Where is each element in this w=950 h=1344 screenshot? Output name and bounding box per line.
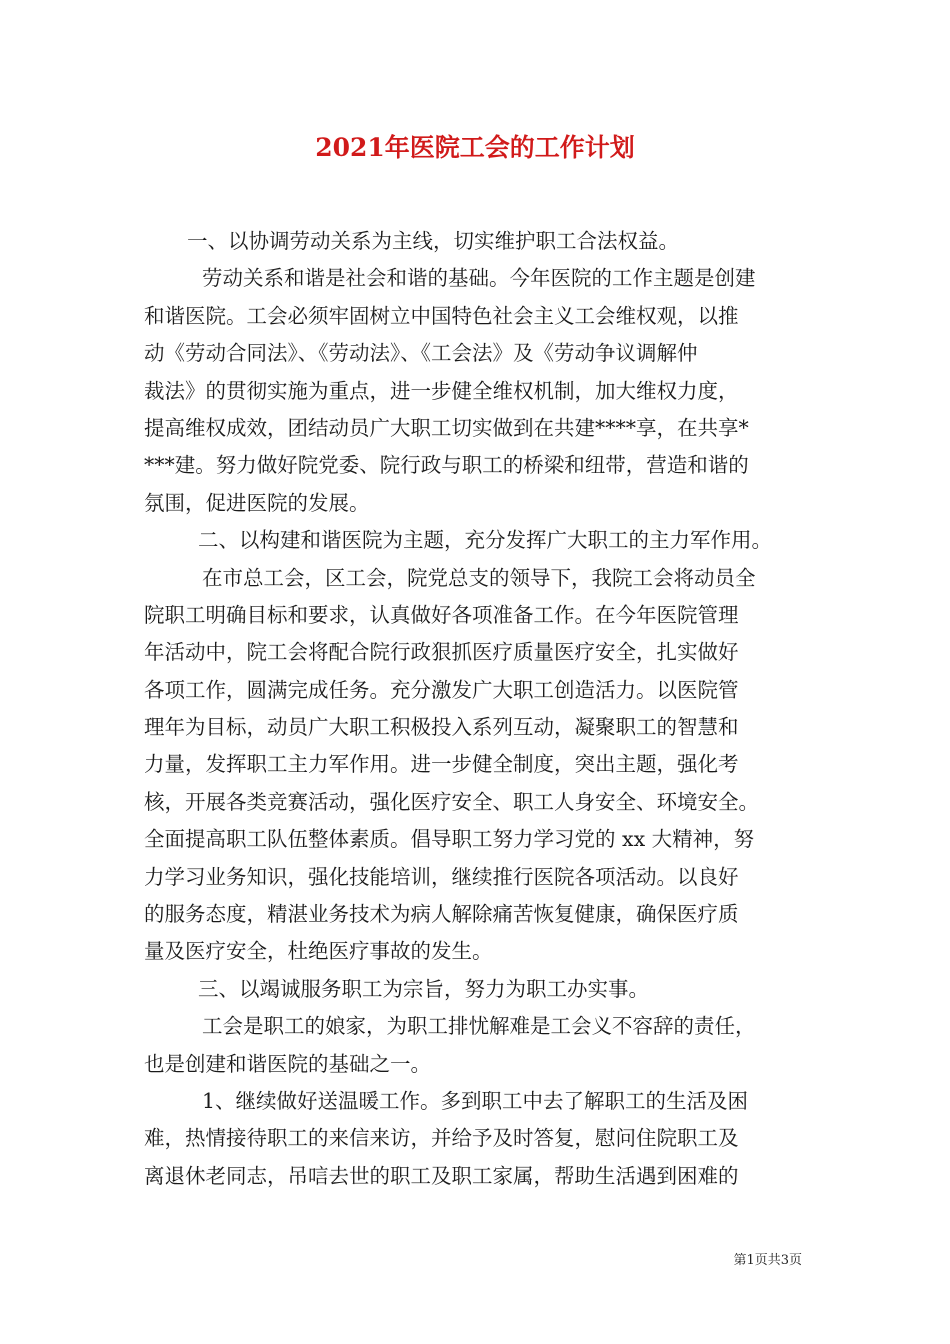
document-body [144, 223, 814, 1195]
text-line: 动《劳动合同法》、《劳动法》、《工会法》及《劳动争议调解仲 [144, 341, 698, 366]
text-line: 力学习业务知识，强化技能培训，继续推行医院各项活动。以良好 [144, 864, 739, 889]
text-line: 二、以构建和谐医院为主题，充分发挥广大职工的主力军作用。 [198, 528, 772, 553]
text-line: 也是创建和谐医院的基础之一。 [144, 1051, 431, 1076]
text-line: 理年为目标，动员广大职工积极投入系列互动，凝聚职工的智慧和 [144, 715, 739, 740]
text-line: 的服务态度，精湛业务技术为病人解除痛苦恢复健康，确保医疗质 [144, 902, 739, 927]
text-line: 力量，发挥职工主力军作用。进一步健全制度，突出主题，强化考 [144, 752, 739, 777]
page-number: 第1页共3页 [733, 1253, 802, 1268]
text-line: 难，热情接待职工的来信来访，并给予及时答复，慰问住院职工及 [144, 1126, 739, 1151]
text-line: 1、继续做好送温暖工作。多到职工中去了解职工的生活及困 [202, 1088, 749, 1113]
text-line: 全面提高职工队伍整体素质。倡导职工努力学习党的 xx 大精神，努 [144, 827, 755, 852]
text-line: 一、以协调劳动关系为主线，切实维护职工合法权益。 [187, 229, 679, 253]
text-line: 在市总工会，区工会，院党总支的领导下，我院工会将动员全 [202, 565, 756, 590]
text-line: 量及医疗安全，杜绝医疗事故的发生。 [144, 939, 493, 964]
text-line: 三、以竭诚服务职工为宗旨，努力为职工办实事。 [198, 976, 649, 1001]
text-line: 核，开展各类竞赛活动，强化医疗安全、职工人身安全、环境安全。 [144, 789, 759, 814]
document-title: 2021年医院工会的工作计划 [315, 133, 635, 162]
text-line: 氛围，促进医院的发展。 [144, 490, 370, 515]
text-line: 各项工作，圆满完成任务。充分激发广大职工创造活力。以医院管 [144, 677, 739, 702]
text-line: 工会是职工的娘家，为职工排忧解难是工会义不容辞的责任， [202, 1014, 756, 1039]
text-line: 离退休老同志，吊唁去世的职工及职工家属，帮助生活遇到困难的 [144, 1163, 739, 1188]
text-line: 院职工明确目标和要求，认真做好各项准备工作。在今年医院管理 [144, 602, 739, 627]
text-line: 劳动关系和谐是社会和谐的基础。今年医院的工作主题是创建 [202, 266, 756, 291]
text-line: 提高维权成效，团结动员广大职工切实做到在共建****享，在共享* [144, 415, 749, 440]
text-line: 裁法》的贯彻实施为重点，进一步健全维权机制，加大维权力度， [144, 378, 739, 403]
text-line: ***建。努力做好院党委、院行政与职工的桥梁和纽带，营造和谐的 [144, 453, 749, 478]
text-line: 和谐医院。工会必须牢固树立中国特色社会主义工会维权观，以推 [144, 303, 739, 328]
text-line: 年活动中，院工会将配合院行政狠抓医疗质量医疗安全，扎实做好 [144, 640, 739, 665]
